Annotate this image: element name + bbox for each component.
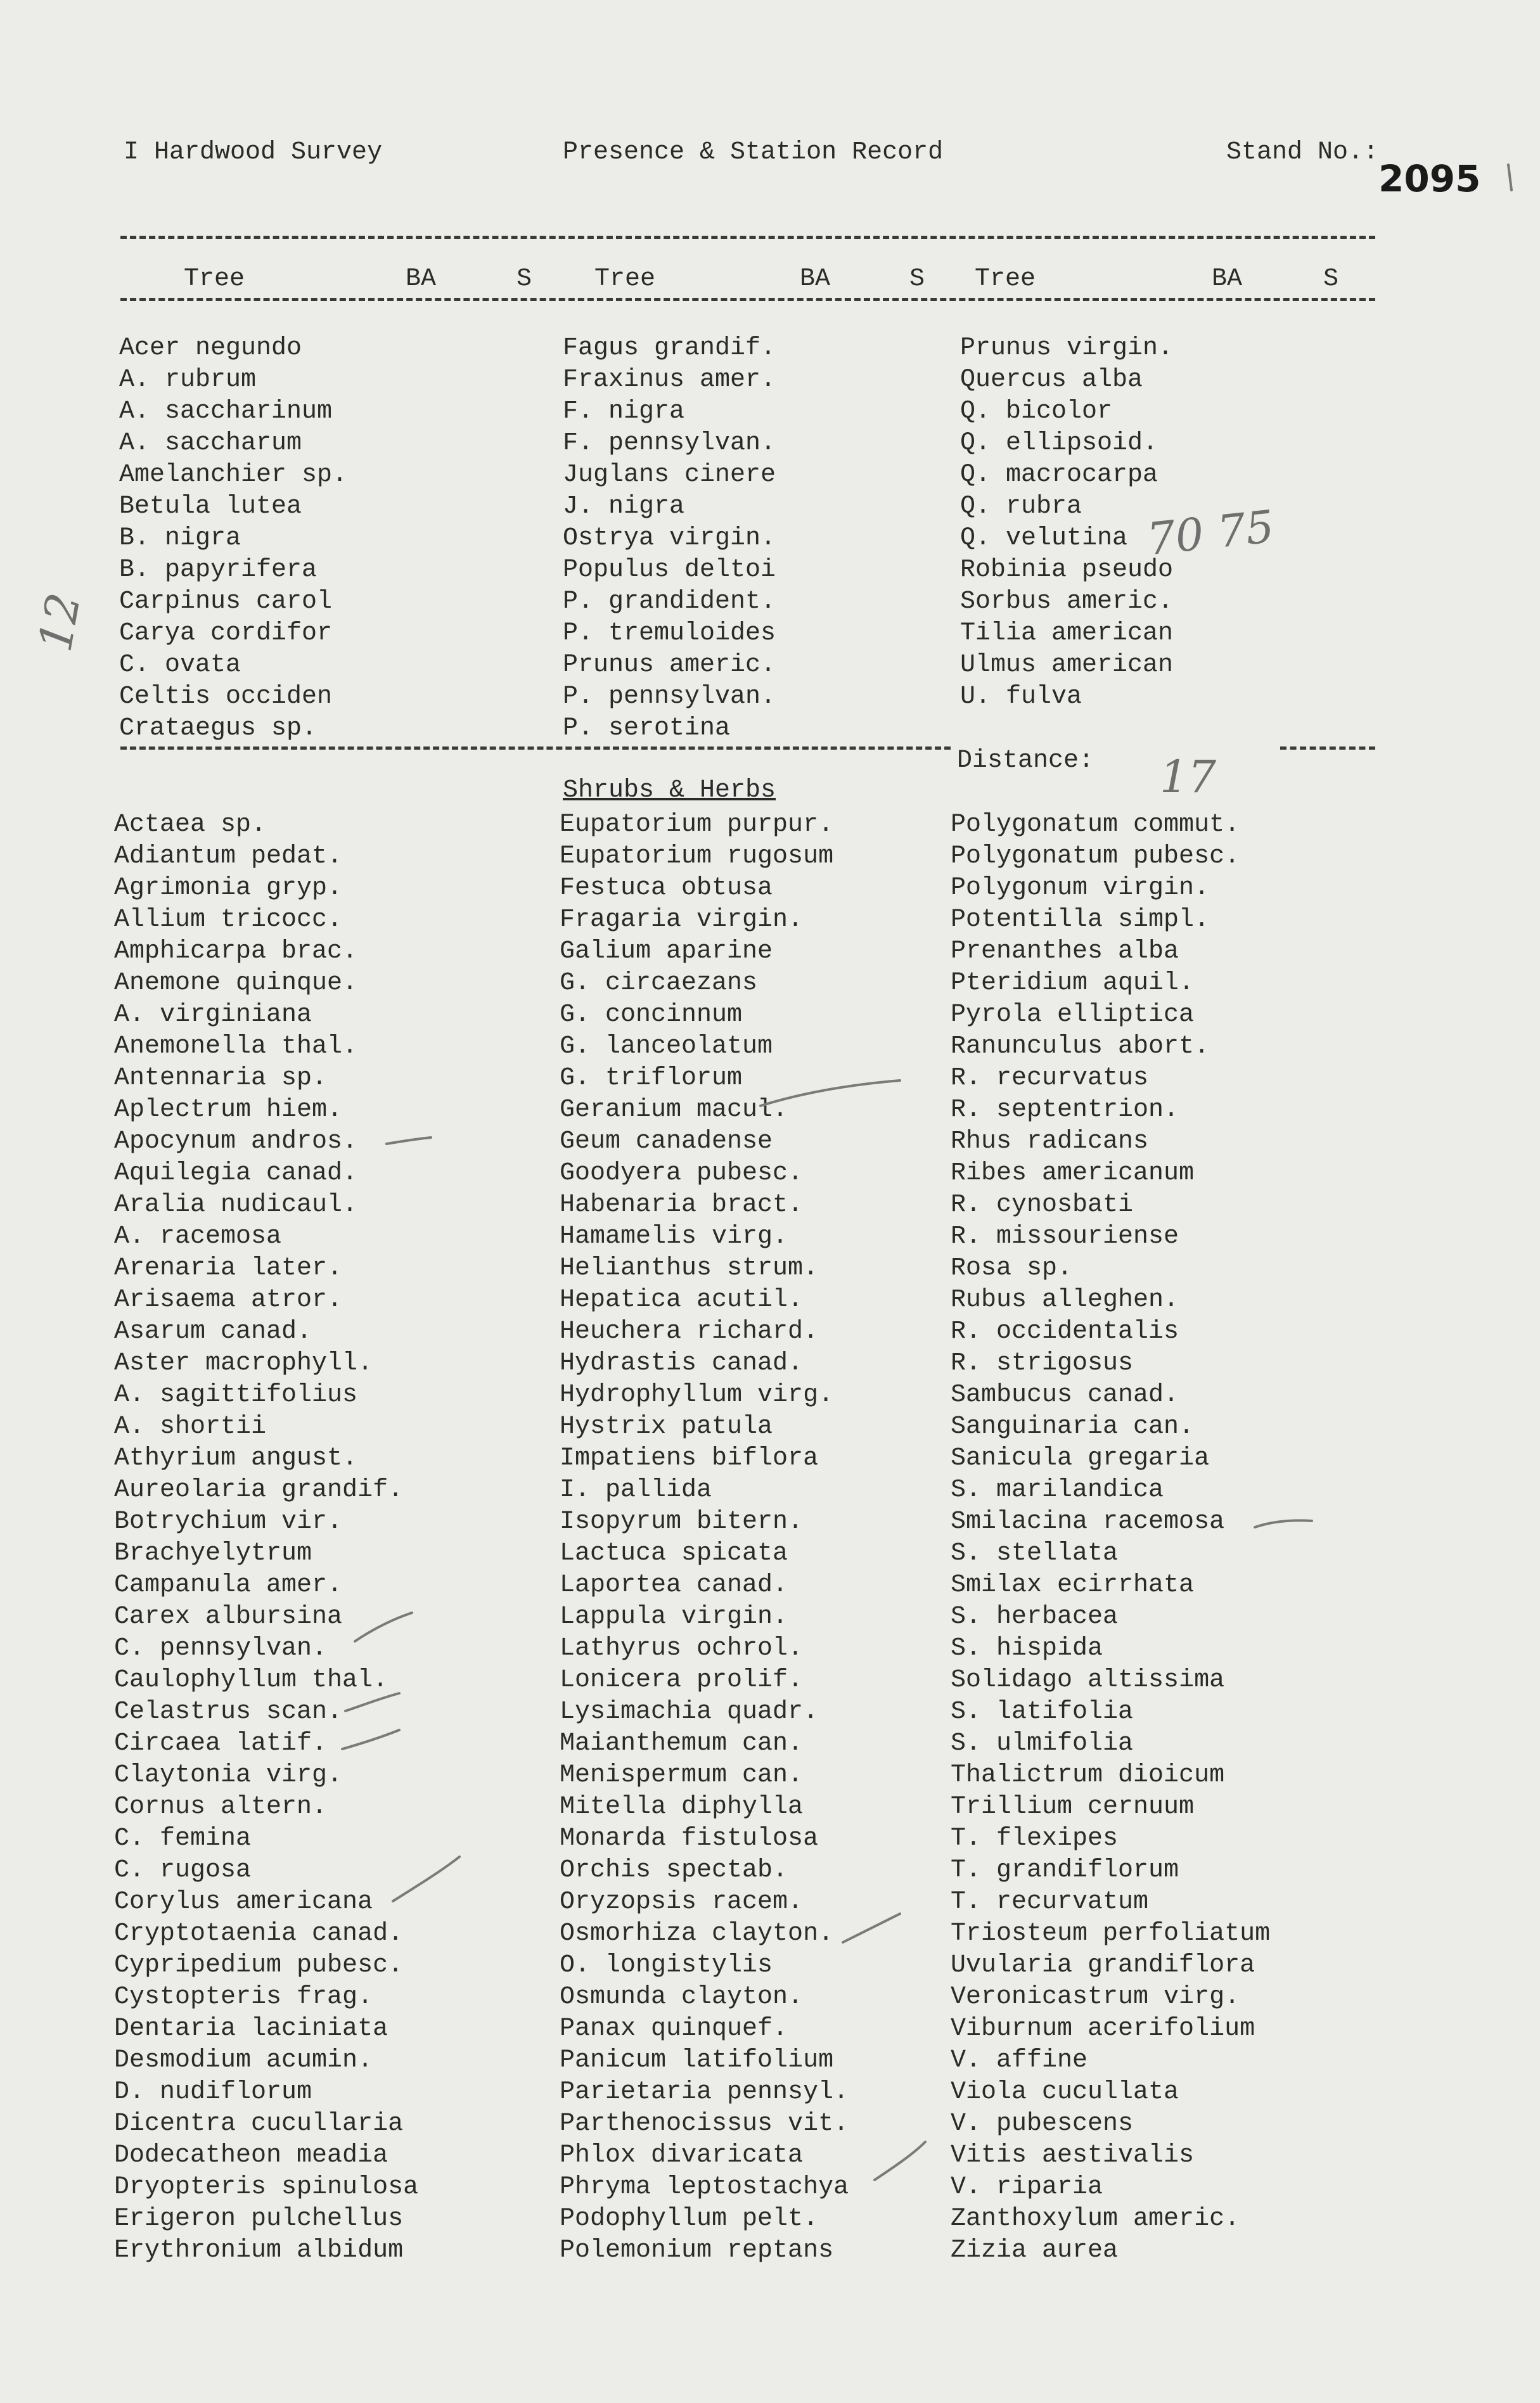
herb-species-item: Rosa sp. (951, 1254, 1073, 1283)
herb-species-item: Panicum latifolium (560, 2046, 834, 2075)
herb-species-item: Potentilla simpl. (951, 906, 1210, 934)
herb-species-item: Osmorhiza clayton. (560, 1919, 834, 1948)
herb-species-item: V. riparia (951, 2173, 1103, 2201)
tree-species-item: P. serotina (563, 714, 731, 743)
herb-species-item: Cornus altern. (114, 1793, 328, 1821)
survey-title: I Hardwood Survey (124, 138, 383, 167)
herb-species-item: R. missouriense (951, 1222, 1179, 1251)
herb-list-col1 (114, 809, 418, 2267)
herb-species-item: Habenaria bract. (560, 1191, 804, 1219)
tree-species-item: Amelanchier sp. (119, 461, 348, 489)
herb-species-item: Actaea sp. (114, 811, 267, 839)
herb-species-item: S. hispida (951, 1634, 1103, 1663)
col2-tree-heading: Tree (594, 265, 656, 293)
tree-species-item: A. rubrum (119, 366, 257, 394)
herb-species-item: Hamamelis virg. (560, 1222, 788, 1251)
tree-species-item: Betula lutea (119, 492, 302, 521)
stand-number: 2095 (1378, 157, 1481, 200)
herb-species-item: Osmunda clayton. (560, 1983, 804, 2011)
herb-species-item: Lathyrus ochrol. (560, 1634, 804, 1663)
herb-species-item: A. virginiana (114, 1001, 312, 1029)
tree-species-item: Q. bicolor (960, 397, 1113, 426)
herb-species-item: R. occidentalis (951, 1317, 1179, 1346)
divider-top (120, 236, 1375, 239)
tree-species-item: Celtis occiden (119, 682, 333, 711)
tree-species-item: P. grandident. (563, 587, 776, 616)
herb-species-item: Athyrium angust. (114, 1444, 358, 1473)
herb-species-item: Caulophyllum thal. (114, 1666, 388, 1695)
herb-species-item: Phlox divaricata (560, 2141, 804, 2170)
herb-species-item: Monarda fistulosa (560, 1824, 819, 1853)
herb-species-item: Adiantum pedat. (114, 842, 343, 871)
herb-species-item: S. herbacea (951, 1603, 1119, 1631)
herb-species-item: Hydrophyllum virg. (560, 1381, 834, 1409)
tree-species-item: Fraxinus amer. (563, 366, 776, 394)
herb-species-item: Sambucus canad. (951, 1381, 1179, 1409)
herb-species-item: Pyrola elliptica (951, 1001, 1195, 1029)
herb-species-item: Heuchera richard. (560, 1317, 819, 1346)
tree-species-item: Sorbus americ. (960, 587, 1174, 616)
tree-species-item: Acer negundo (119, 334, 302, 362)
col1-ba-heading: BA (406, 265, 437, 293)
herb-species-item: I. pallida (560, 1476, 712, 1504)
herb-species-item: C. rugosa (114, 1856, 252, 1885)
herb-species-item: Lactuca spicata (560, 1539, 788, 1568)
header (0, 138, 1540, 176)
herb-species-item: Claytonia virg. (114, 1761, 343, 1790)
tree-list-col3 (960, 333, 1173, 713)
herb-species-item: Antennaria sp. (114, 1064, 328, 1093)
herb-species-item: Desmodium acumin. (114, 2046, 373, 2075)
herb-species-item: R. cynosbati (951, 1191, 1134, 1219)
herb-species-item: Smilax ecirrhata (951, 1571, 1195, 1599)
herb-species-item: Amphicarpa brac. (114, 937, 358, 966)
herb-species-item: Sanguinaria can. (951, 1413, 1195, 1441)
herb-species-item: Fragaria virgin. (560, 906, 804, 934)
herb-species-item: Ranunculus abort. (951, 1032, 1210, 1061)
herb-species-item: Cystopteris frag. (114, 1983, 373, 2011)
herb-species-item: Thalictrum dioicum (951, 1761, 1225, 1790)
herb-species-item: A. sagittifolius (114, 1381, 358, 1409)
herb-species-item: Aplectrum hiem. (114, 1096, 343, 1124)
herb-species-item: Viburnum acerifolium (951, 2015, 1255, 2043)
tree-species-item: P. tremuloides (563, 619, 776, 648)
col3-s-heading: S (1323, 265, 1339, 293)
margin-pencil-number: 12 (28, 589, 91, 656)
tree-species-item: J. nigra (563, 492, 685, 521)
herb-species-item: Pteridium aquil. (951, 969, 1195, 997)
herb-species-item: S. marilandica (951, 1476, 1164, 1504)
herb-species-item: Hepatica acutil. (560, 1286, 804, 1314)
herb-species-item: V. affine (951, 2046, 1088, 2075)
herb-species-item: Festuca obtusa (560, 874, 773, 902)
herb-species-item: R. recurvatus (951, 1064, 1149, 1093)
herb-species-item: Vitis aestivalis (951, 2141, 1195, 2170)
herb-species-item: Brachyelytrum (114, 1539, 312, 1568)
tree-list-col2 (563, 333, 776, 745)
herb-species-item: T. flexipes (951, 1824, 1119, 1853)
herb-species-item: Phryma leptostachya (560, 2173, 849, 2201)
herb-species-item: Isopyrum bitern. (560, 1508, 804, 1536)
herb-species-item: Ribes americanum (951, 1159, 1195, 1188)
herb-species-item: Trillium cernuum (951, 1793, 1195, 1821)
herb-species-item: Aureolaria grandif. (114, 1476, 404, 1504)
distance-label: Distance: (957, 747, 1094, 775)
tree-species-item: Juglans cinere (563, 461, 776, 489)
herb-species-item: Lonicera prolif. (560, 1666, 804, 1695)
herb-species-item: Arisaema atror. (114, 1286, 343, 1314)
herb-species-item: Menispermum can. (560, 1761, 804, 1790)
herb-species-item: S. latifolia (951, 1698, 1134, 1726)
herb-species-item: Lysimachia quadr. (560, 1698, 819, 1726)
herb-species-item: Panax quinquef. (560, 2015, 788, 2043)
col1-s-heading: S (517, 265, 532, 293)
herb-species-item: Polemonium reptans (560, 2236, 834, 2265)
herb-species-item: Podophyllum pelt. (560, 2205, 819, 2233)
tree-species-item: Ulmus american (960, 651, 1174, 679)
herb-species-item: Erigeron pulchellus (114, 2205, 404, 2233)
herb-species-item: Cryptotaenia canad. (114, 1919, 404, 1948)
herb-species-item: Rubus alleghen. (951, 1286, 1179, 1314)
tree-species-item: C. ovata (119, 651, 241, 679)
col3-tree-heading: Tree (975, 265, 1036, 293)
herb-species-item: Polygonum virgin. (951, 874, 1210, 902)
herb-species-item: Agrimonia gryp. (114, 874, 343, 902)
tree-species-item: B. papyrifera (119, 556, 318, 584)
herb-species-item: Apocynum andros. (114, 1127, 358, 1156)
herb-species-item: Uvularia grandiflora (951, 1951, 1255, 1980)
herb-species-item: Dryopteris spinulosa (114, 2173, 419, 2201)
herb-species-item: Arenaria later. (114, 1254, 343, 1283)
herb-species-item: Corylus americana (114, 1888, 373, 1916)
tree-species-item: P. pennsylvan. (563, 682, 776, 711)
herb-species-item: T. recurvatum (951, 1888, 1149, 1916)
tree-list-col1 (119, 333, 347, 745)
tree-species-item: Fagus grandif. (563, 334, 776, 362)
tree-species-item: Tilia american (960, 619, 1174, 648)
herb-species-item: C. pennsylvan. (114, 1634, 328, 1663)
herb-species-item: Carex albursina (114, 1603, 343, 1631)
herb-species-item: G. concinnum (560, 1001, 743, 1029)
herb-species-item: Prenanthes alba (951, 937, 1179, 966)
stand-label: Stand No.: (1226, 138, 1379, 167)
tree-species-item: F. nigra (563, 397, 685, 426)
herb-species-item: Geranium macul. (560, 1096, 788, 1124)
herb-species-item: Hydrastis canad. (560, 1349, 804, 1378)
herb-species-item: Anemonella thal. (114, 1032, 358, 1061)
tree-species-item: Q. macrocarpa (960, 461, 1158, 489)
herb-species-item: Solidago altissima (951, 1666, 1225, 1695)
herb-species-item: Impatiens biflora (560, 1444, 819, 1473)
herb-species-item: A. shortii (114, 1413, 267, 1441)
check-phryma (875, 2142, 925, 2180)
divider-trees-end-right (1280, 747, 1375, 750)
tree-species-item: A. saccharinum (119, 397, 333, 426)
herb-species-item: Goodyera pubesc. (560, 1159, 804, 1188)
herb-species-item: Aquilegia canad. (114, 1159, 358, 1188)
herb-species-item: G. circaezans (560, 969, 758, 997)
shrubs-herbs-title: Shrubs & Herbs (563, 776, 776, 805)
herb-species-item: G. lanceolatum (560, 1032, 773, 1061)
distance-pencil-value: 17 (1160, 751, 1217, 803)
velutina-pencil-values: 70 75 (1145, 500, 1277, 566)
tree-species-item: U. fulva (960, 682, 1082, 711)
herb-species-item: Anemone quinque. (114, 969, 358, 997)
herb-species-item: Smilacina racemosa (951, 1508, 1225, 1536)
tree-species-item: Prunus americ. (563, 651, 776, 679)
herb-species-item: Campanula amer. (114, 1571, 343, 1599)
herb-species-item: Mitella diphylla (560, 1793, 804, 1821)
herb-species-item: Lappula virgin. (560, 1603, 788, 1631)
herb-species-item: Galium aparine (560, 937, 773, 966)
check-osmorhiza (843, 1914, 900, 1942)
tree-species-item: Q. rubra (960, 492, 1082, 521)
herb-species-item: Viola cucullata (951, 2078, 1179, 2106)
herb-species-item: Cypripedium pubesc. (114, 1951, 404, 1980)
herb-species-item: Erythronium albidum (114, 2236, 404, 2265)
tree-species-item: Quercus alba (960, 366, 1143, 394)
herb-species-item: Botrychium vir. (114, 1508, 343, 1536)
herb-list-col2 (560, 809, 849, 2267)
divider-tree-header (120, 298, 1375, 301)
herb-species-item: Sanicula gregaria (951, 1444, 1210, 1473)
herb-species-item: Polygonatum pubesc. (951, 842, 1240, 871)
herb-species-item: Circaea latif. (114, 1729, 328, 1758)
herb-species-item: D. nudiflorum (114, 2078, 312, 2106)
herb-species-item: Maianthemum can. (560, 1729, 804, 1758)
herb-species-item: Helianthus strum. (560, 1254, 819, 1283)
herb-species-item: Zizia aurea (951, 2236, 1119, 2265)
herb-species-item: Geum canadense (560, 1127, 773, 1156)
herb-species-item: Parietaria pennsyl. (560, 2078, 849, 2106)
divider-trees-end (120, 747, 951, 750)
col2-s-heading: S (909, 265, 925, 293)
col1-tree-heading: Tree (184, 265, 245, 293)
herb-species-item: Oryzopsis racem. (560, 1888, 804, 1916)
tree-species-item: Ostrya virgin. (563, 524, 776, 553)
herb-species-item: R. strigosus (951, 1349, 1134, 1378)
tree-species-item: A. saccharum (119, 429, 302, 458)
col3-ba-heading: BA (1212, 265, 1243, 293)
tree-species-item: Crataegus sp. (119, 714, 318, 743)
tree-species-item: Carya cordifor (119, 619, 333, 648)
herb-species-item: O. longistylis (560, 1951, 773, 1980)
herb-species-item: Eupatorium rugosum (560, 842, 834, 871)
herb-species-item: S. ulmifolia (951, 1729, 1134, 1758)
herb-species-item: Allium tricocc. (114, 906, 343, 934)
herb-species-item: T. grandiflorum (951, 1856, 1179, 1885)
herb-species-item: Dicentra cucullaria (114, 2110, 404, 2138)
herb-list-col3 (951, 809, 1270, 2267)
tree-species-item: B. nigra (119, 524, 241, 553)
herb-species-item: Laportea canad. (560, 1571, 788, 1599)
herb-species-item: Dodecatheon meadia (114, 2141, 388, 2170)
herb-species-item: Veronicastrum virg. (951, 1983, 1240, 2011)
herb-species-item: Polygonatum commut. (951, 811, 1240, 839)
herb-species-item: Parthenocissus vit. (560, 2110, 849, 2138)
herb-species-item: S. stellata (951, 1539, 1119, 1568)
herb-species-item: G. triflorum (560, 1064, 743, 1093)
herb-species-item: Hystrix patula (560, 1413, 773, 1441)
herb-species-item: Zanthoxylum americ. (951, 2205, 1240, 2233)
tree-species-item: Q. velutina (960, 524, 1128, 553)
herb-species-item: A. racemosa (114, 1222, 282, 1251)
tree-species-item: Robinia pseudo (960, 556, 1174, 584)
col2-ba-heading: BA (800, 265, 831, 293)
herb-species-item: Triosteum perfoliatum (951, 1919, 1271, 1948)
herb-species-item: Dentaria laciniata (114, 2015, 388, 2043)
herb-species-item: Eupatorium purpur. (560, 811, 834, 839)
tree-species-item: Q. ellipsoid. (960, 429, 1158, 458)
herb-species-item: Aster macrophyll. (114, 1349, 373, 1378)
herb-species-item: Orchis spectab. (560, 1856, 788, 1885)
tree-species-item: Prunus virgin. (960, 334, 1174, 362)
herb-species-item: V. pubescens (951, 2110, 1134, 2138)
record-title: Presence & Station Record (563, 138, 944, 167)
herb-species-item: Rhus radicans (951, 1127, 1149, 1156)
tree-species-item: Carpinus carol (119, 587, 333, 616)
tree-species-item: F. pennsylvan. (563, 429, 776, 458)
herb-species-item: R. septentrion. (951, 1096, 1179, 1124)
herb-species-item: Celastrus scan. (114, 1698, 343, 1726)
herb-species-item: Asarum canad. (114, 1317, 312, 1346)
tree-species-item: Populus deltoi (563, 556, 776, 584)
herb-species-item: Aralia nudicaul. (114, 1191, 358, 1219)
herb-species-item: C. femina (114, 1824, 252, 1853)
